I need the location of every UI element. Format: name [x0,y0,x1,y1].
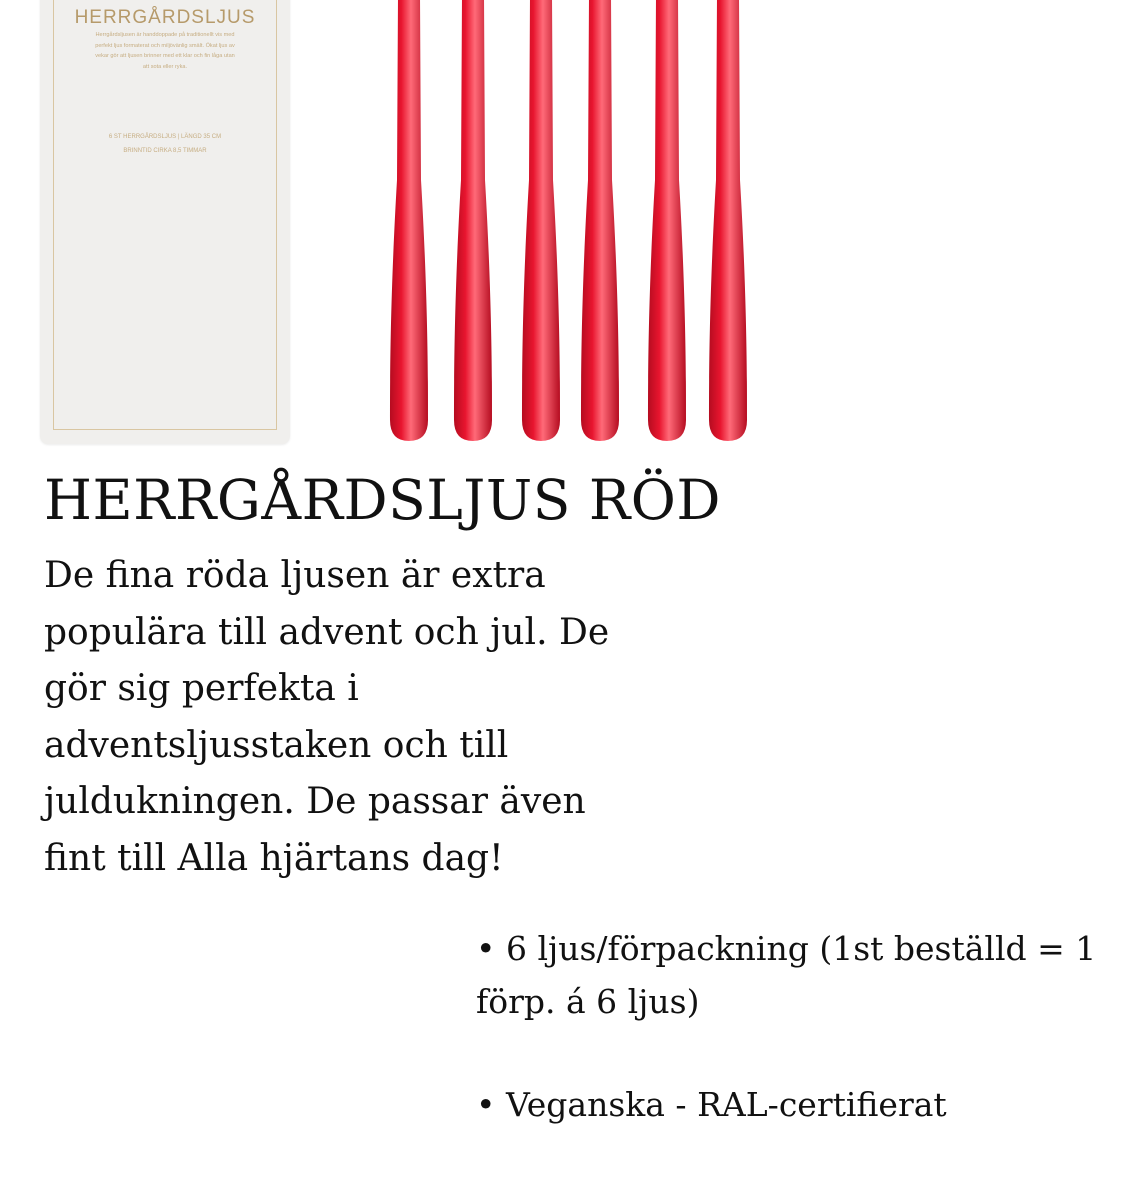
product-title: HERRGÅRDSLJUS RÖD [44,468,721,532]
box-spec-line: 6 ST HERRGÅRDSLJUS | LÄNGD 35 CM [108,134,222,140]
feature-list [476,922,1116,1181]
box-spec-line: BRINNTID CIRKA 8,5 TIMMAR [123,148,207,154]
box-description: Herrgårdsljusen är handdoppade på traditionellt vis med perfekt ljus formaterat och miljövänlig smält. Ökat ljus av vekar gör att ljusen brinner med ett klar och fin låga utan att sota eller ryka. [95,32,235,70]
product-description: De fina röda ljusen är extra populära till advent och jul. De gör sig perfekta i adventsljusstaken och till juldukningen. De passar även fint till Alla hjärtans dag! [44,555,610,879]
candle [522,0,560,441]
feature-item: • 6 ljus/förpackning (1st beställd = 1 förp. á 6 ljus) [476,929,1097,1021]
feature-item: • Veganska - RAL-certifierat [476,1085,947,1124]
candle [454,0,492,441]
red-candles-image [0,0,800,450]
candle [390,0,428,441]
candle [648,0,686,441]
candle [709,0,747,441]
box-brand-label: HERRGÅRDSLJUS [74,7,256,28]
candle [581,0,619,441]
